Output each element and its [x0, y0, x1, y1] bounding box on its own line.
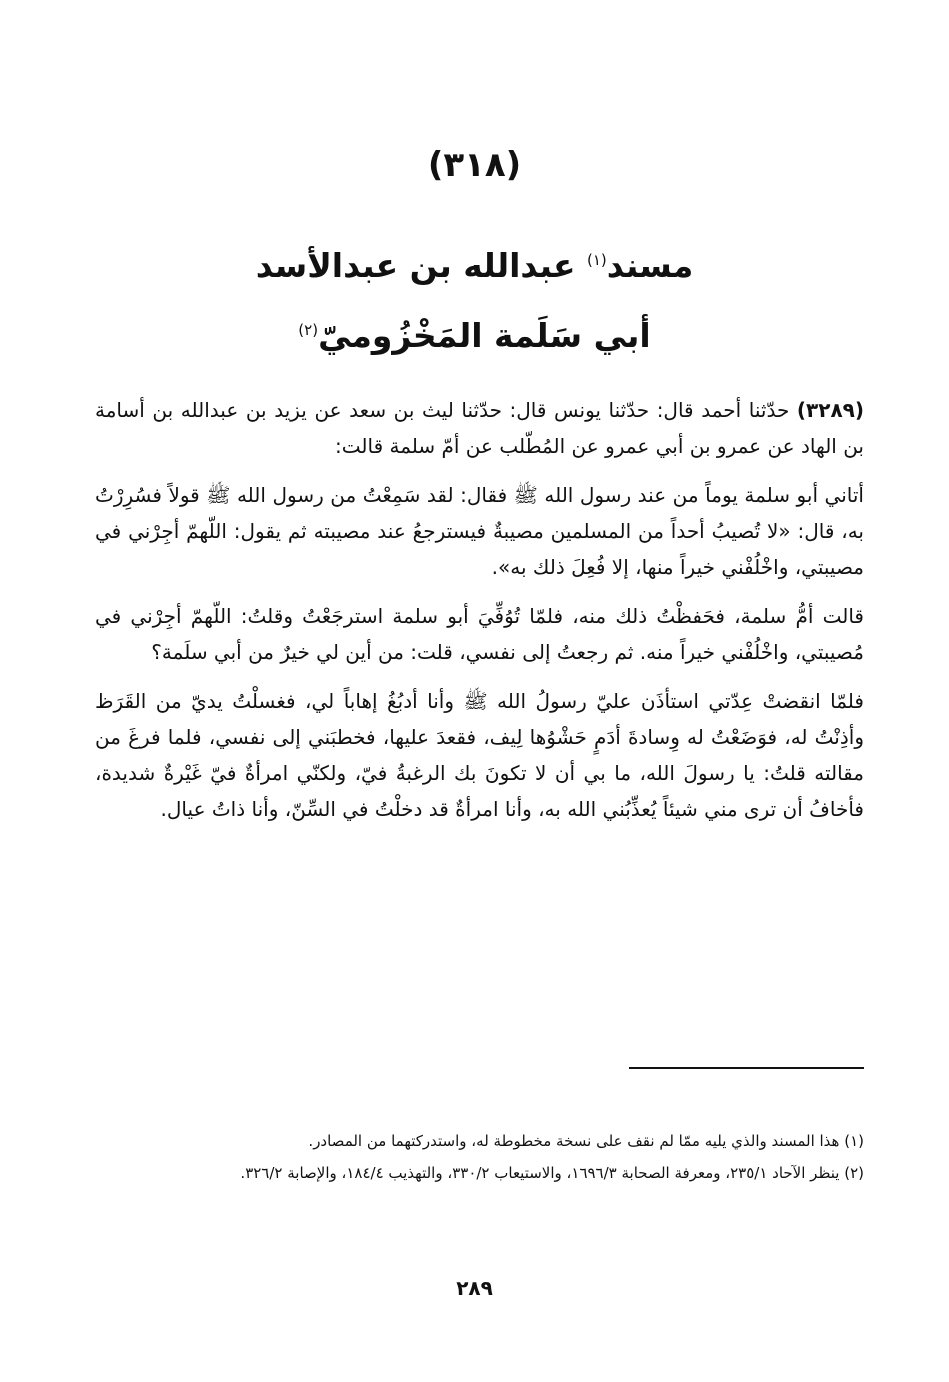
- footnote-marker-1[interactable]: (١): [586, 251, 607, 269]
- page-number: ٢٨٩: [456, 1276, 493, 1300]
- title-word-musnad: مسند: [606, 246, 694, 285]
- chapter-number: (٣١٨): [427, 145, 522, 185]
- musnad-title-line-2: [0, 308, 949, 358]
- hadith-number: (٣٢٨٩): [796, 398, 864, 422]
- hadith-paragraph: فلمّا انقضتْ عِدّتي استأذَن عليّ رسولُ الله ﷺ وأنا أدبُغُ إهاباً لي، فغسلْتُ يديّ من القَرَظ وأذِنْتُ له، فوَضَعْتُ له وِسادةَ أدَمٍ حَشْوُها لِيف، فقعدَ عليها، فخطبَني إلى نفسي، فلما فرغَ من مقالته قلتُ: يا رسولَ الله، ما بي أن لا تكونَ بك الرغبةُ فيّ، ولكنّي امرأةٌ فيّ غَيْرةٌ شديدة، فأخافُ أن ترى مني شيئاً يُعذِّبُني الله به، وأنا امرأةٌ قد دخلْتُ في السِّنّ، وأنا ذاتُ عيال.: [95, 689, 864, 821]
- hadith-text: [95, 392, 864, 840]
- hadith-paragraph: أتاني أبو سلمة يوماً من عند رسول الله ﷺ فقال: لقد سَمِعْتُ من رسول الله ﷺ قولاً فسُرِرْتُ به، قال: «لا تُصيبُ أحداً من المسلمين مصيبةٌ فيسترجعُ عند مصيبته ثم يقول: اللّهمّ أجِرْني في مصيبتي، واخْلُفْني خيراً منها، إلا فُعِلَ ذلك به».: [95, 483, 864, 579]
- hadith-isnad-paragraph: [95, 392, 864, 464]
- footnotes: [95, 1125, 864, 1189]
- hadith-paragraph: قالت أمُّ سلمة، فحَفظْتُ ذلك منه، فلمّا تُوُفِّيَ أبو سلمة استرجَعْتُ وقلتُ: اللّهمّ أجِرْني في مُصيبتي، واخْلُفْني خيراً منه. ثم رجعتُ إلى نفسي، قلت: من أين لي خيرٌ من أبي سلَمة؟: [95, 604, 864, 664]
- footnote-marker-2[interactable]: (٢): [298, 321, 319, 339]
- title-name: عبدالله بن عبدالأسد: [255, 246, 587, 285]
- footnote-1: (١) هذا المسند والذي يليه ممّا لم نقف على نسخة مخطوطة له، واستدركتهما من المصادر.: [308, 1132, 864, 1150]
- paragraph-text: حدّثنا أحمد قال: حدّثنا يونس قال: حدّثنا ليث بن سعد عن يزيد بن عبدالله بن أسامة بن الهاد عن عمرو بن أبي عمرو عن المُطّلب عن أمّ سلمة قالت:: [95, 398, 864, 458]
- footnote-2: (٢) ينظر الآحاد ٢٣٥/١، ومعرفة الصحابة ١٦٩٦/٣، والاستيعاب ٣٣٠/٢، والتهذيب ١٨٤/٤، والإصابة ٣٢٦/٢.: [240, 1164, 864, 1182]
- musnad-title-line-1: [0, 238, 949, 288]
- title-kunya: أبي سَلَمة المَخْزُوميّ: [318, 316, 651, 355]
- footnote-divider: [629, 1067, 864, 1069]
